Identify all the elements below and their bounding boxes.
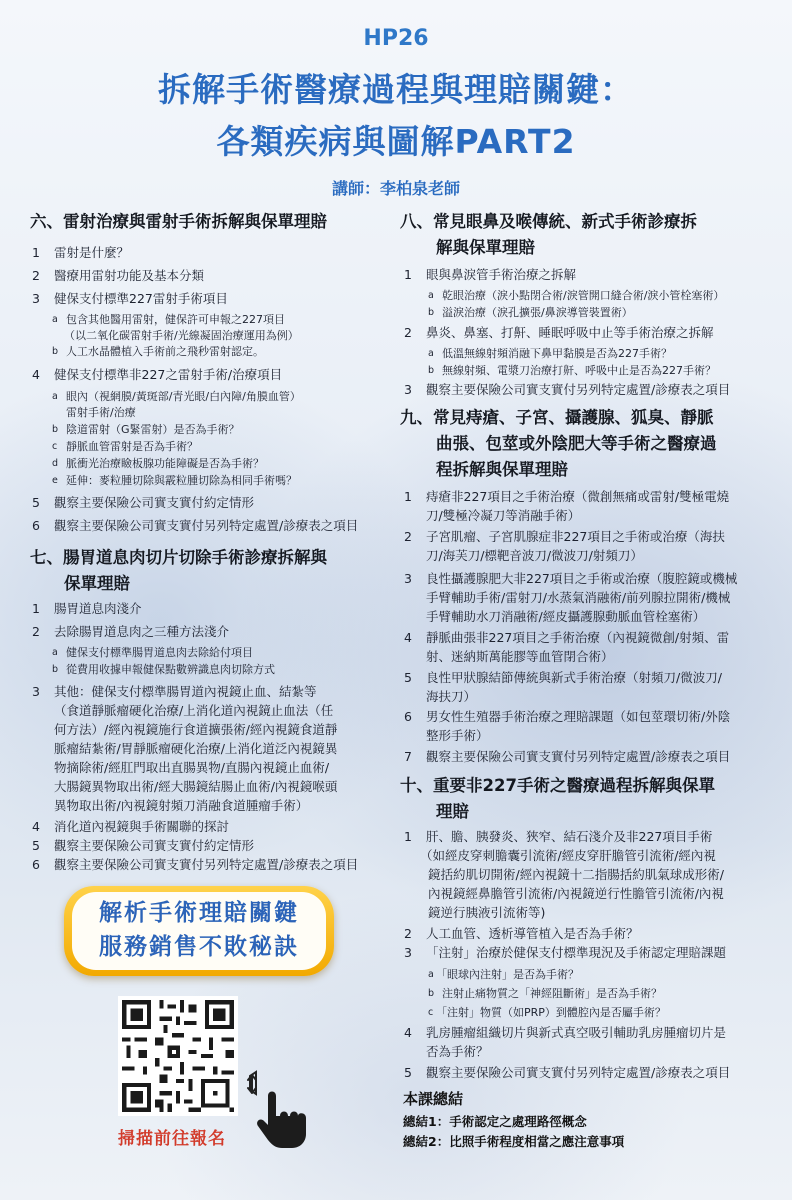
tap-hand-icon — [244, 1070, 314, 1150]
sec6-sub3-a-cont: （以二氧化碳雷射手術/光線凝固治療運用為例） — [64, 329, 299, 342]
sec10-item1-cont-3: 內視鏡經鼻膽管引流術/內視鏡逆行性膽管引流術/內視 — [428, 886, 724, 901]
page-title-line2: 各類疾病與圖解PART2 — [216, 122, 576, 161]
sec6-sub4-d: d 脈衝光治療瞼板腺功能障礙是否為手術？ — [52, 457, 264, 470]
page-title-line1: 拆解手術醫療過程與理賠關鍵： — [158, 70, 634, 109]
sec10-item-2: 2 人工血管、透析導管植入是否為手術？ — [404, 926, 639, 941]
sec9-item-1-cont: 刀/雙極冷凝刀等消融手術） — [426, 508, 581, 523]
sec9-item-3-cont-2: 手臂輔助水刀消融術/經皮攝護腺動脈血管栓塞術） — [426, 609, 706, 624]
section8-title-line2: 解與保單理賠 — [436, 238, 535, 257]
sec7-item-1: 1 腸胃道息肉淺介 — [32, 601, 142, 616]
sec6-sub4-a-cont: 雷射手術/治療 — [66, 406, 136, 419]
sec7-item-3: 3 其他：健保支付標準腸胃道內視鏡止血、結紮等 — [32, 684, 317, 699]
sec10-item1-cont-2: 鏡括約肌切開術/經內視鏡十二指腸括約肌氣球成形術/ — [428, 867, 724, 882]
sec7-item3-cont-2: 何方法）/經內視鏡施行食道擴張術/經內視鏡食道靜 — [54, 722, 338, 737]
sec6-item-1: 1 雷射是什麼？ — [32, 245, 130, 260]
sec7-item-6: 6 觀察主要保險公司實支實付另列特定處置/診療表之項目 — [32, 857, 359, 872]
sec6-item-4: 4 健保支付標準非227之雷射手術/治療項目 — [32, 367, 283, 382]
summary-item-1: 總結1：手術認定之處理路徑概念 — [403, 1114, 587, 1129]
sec7-item3-cont-4: 物摘除術/經肛門取出直腸異物/直腸內視鏡止血術/ — [54, 760, 330, 775]
sec10-item-3: 3 「注射」治療於健保支付標準現況及手術認定理賠課題 — [404, 945, 727, 960]
sec9-item-6-cont: 整形手術） — [426, 728, 489, 743]
sec7-item-4: 4 消化道內視鏡與手術關聯的探討 — [32, 819, 230, 834]
sec10-item1-cont-4: 鏡逆行胰液引流術等) — [428, 905, 546, 920]
sec7-item-5: 5 觀察主要保險公司實支實付約定情形 — [32, 838, 255, 853]
section10-title-line2: 理賠 — [436, 802, 469, 821]
sec8-sub1-b: b 溢淚治療（淚孔擴張/鼻淚導管裝置術） — [428, 306, 633, 319]
sec9-item-5: 5 良性甲狀腺結節傳統與新式手術治療（射頻刀/微波刀/ — [404, 670, 722, 685]
sec6-sub3-b: b 人工水晶體植入手術前之飛秒雷射認定。 — [52, 345, 264, 358]
summary-item-2: 總結2：比照手術程度相當之應注意事項 — [403, 1134, 625, 1149]
section9-title-line2: 曲張、包莖或外陰肥大等手術之醫療過 — [436, 434, 717, 453]
banner-line-2: 服務銷售不敗秘訣 — [99, 934, 299, 960]
section8-title-line1: 八、常見眼鼻及喉傳統、新式手術診療拆 — [400, 212, 697, 231]
sec8-sub2-a: a 低溫無線射頻消融下鼻甲黏膜是否為227手術？ — [428, 347, 672, 360]
sec8-item-1: 1 眼與鼻淚管手術治療之拆解 — [404, 267, 577, 282]
sec10-item-1: 1 肝、膽、胰發炎、狹窄、結石淺介及非227項目手術 — [404, 829, 713, 844]
sec7-item-2: 2 去除腸胃道息肉之三種方法淺介 — [32, 624, 230, 639]
sec7-item3-cont-1: （食道靜脈瘤硬化治療/上消化道內視鏡止血法（任 — [54, 703, 334, 718]
sec9-item-7: 7 觀察主要保險公司實支實付另列特定處置/診療表之項目 — [404, 749, 731, 764]
sec7-item3-cont-3: 脈瘤結紮術/胃靜脈瘤硬化治療/上消化道泛內視鏡異 — [54, 741, 338, 756]
sec10-item-5: 5 觀察主要保險公司實支實付另列特定處置/診療表之項目 — [404, 1065, 731, 1080]
sec8-item-2: 2 鼻炎、鼻塞、打鼾、睡眠呼吸中止等手術治療之拆解 — [404, 325, 714, 340]
sec9-item-4-cont: 射、迷納斯萬能膠等血管閉合術） — [426, 649, 614, 664]
registration-qr-code[interactable] — [118, 996, 238, 1116]
sec6-sub4-c: c 靜脈血管雷射是否為手術？ — [52, 440, 198, 453]
scan-to-register-label: 掃描前往報名 — [118, 1129, 226, 1149]
sec7-sub2-a: a 健保支付標準腸胃道息肉去除給付項目 — [52, 646, 253, 659]
sec6-item-2: 2 醫療用雷射功能及基本分類 — [32, 268, 205, 283]
promo-banner — [64, 886, 334, 976]
sec9-item-3: 3 良性攝護腺肥大非227項目之手術或治療（腹腔鏡或機械 — [404, 571, 738, 586]
sec8-sub1-a: a 乾眼治療（淚小點閉合術/淚管開口縫合術/淚小管栓塞術） — [428, 289, 725, 302]
sec10-item1-cont-1: （如經皮穿刺膽囊引流術/經皮穿肝膽管引流術/經內視 — [420, 848, 716, 863]
sec6-sub4-a: a 眼內（視網膜/黃斑部/青光眼/白內障/角膜血管） — [52, 390, 301, 403]
sec8-sub2-b: b 無線射頻、電漿刀治療打鼾、呼吸中止是否為227手術？ — [428, 364, 716, 377]
sec6-item-5: 5 觀察主要保險公司實支實付約定情形 — [32, 495, 255, 510]
section7-title-line1: 七、腸胃道息肉切片切除手術診療拆解與 — [30, 548, 327, 567]
sec9-item-4: 4 靜脈曲張非227項目之手術治療（內視鏡微創/射頻、雷 — [404, 630, 730, 645]
section9-title-line3: 程拆解與保單理賠 — [436, 460, 568, 479]
course-code: HP26 — [363, 26, 429, 51]
sec6-item-3: 3 健保支付標準227雷射手術項目 — [32, 291, 228, 306]
sec9-item-6: 6 男女性生殖器手術治療之理賠課題（如包莖環切術/外陰 — [404, 709, 731, 724]
sec9-item-2: 2 子宮肌瘤、子宮肌腺症非227項目之手術或治療（海扶 — [404, 529, 725, 544]
teacher-label: 講師：李柏泉老師 — [331, 179, 460, 198]
sec10-sub3-a: a 「眼球內注射」是否為手術？ — [428, 968, 579, 981]
sec10-item-4: 4 乳房腫瘤組織切片與新式真空吸引輔助乳房腫瘤切片是 — [404, 1025, 727, 1040]
section9-title-line1: 九、常見痔瘡、子宮、攝護腺、狐臭、靜脈 — [400, 408, 714, 427]
sec9-item-5-cont: 海扶刀） — [426, 689, 477, 704]
sec6-sub4-e: e 延伸：麥粒腫切除與霰粒腫切除為相同手術嗎？ — [52, 474, 297, 487]
sec7-item3-cont-5: 大腸鏡異物取出術/經大腸鏡結腸止血術/內視鏡喉頭 — [54, 779, 338, 794]
sec8-item-3: 3 觀察主要保險公司實支實付另列特定處置/診療表之項目 — [404, 382, 731, 397]
sec7-sub2-b: b 從費用收據申報健保點數辨識息肉切除方式 — [52, 663, 275, 676]
sec6-item-6: 6 觀察主要保險公司實支實付另列特定處置/診療表之項目 — [32, 518, 359, 533]
sec10-item4-cont: 否為手術？ — [426, 1044, 489, 1059]
sec7-item3-cont-6: 異物取出術/內視鏡射頻刀消融食道腫瘤手術） — [54, 798, 309, 813]
sec10-sub3-c: c 「注射」物質（如PRP）到體腔內是否屬手術？ — [428, 1006, 666, 1019]
sec9-item-1: 1 痔瘡非227項目之手術治療（微創無痛或雷射/雙極電燒 — [404, 489, 730, 504]
section10-title-line1: 十、重要非227手術之醫療過程拆解與保單 — [400, 776, 715, 795]
section6-title: 六、雷射治療與雷射手術拆解與保單理賠 — [30, 212, 327, 231]
sec9-item-2-cont: 刀/海芙刀/標靶音波刀/微波刀/射頻刀） — [426, 548, 643, 563]
summary-title: 本課總結 — [403, 1090, 464, 1108]
sec9-item-3-cont-1: 手臂輔助手術/雷射刀/水蒸氣消融術/前列腺拉開術/機械 — [426, 590, 731, 605]
sec6-sub4-b: b 陰道雷射（G緊雷射）是否為手術？ — [52, 423, 240, 436]
section7-title-line2: 保單理賠 — [64, 574, 130, 593]
banner-line-1: 解析手術理賠關鍵 — [99, 900, 299, 926]
sec10-sub3-b: b 注射止痛物質之「神經阻斷術」是否為手術？ — [428, 987, 662, 1000]
sec6-sub3-a: a 包含其他醫用雷射，健保許可申報之227項目 — [52, 313, 285, 326]
